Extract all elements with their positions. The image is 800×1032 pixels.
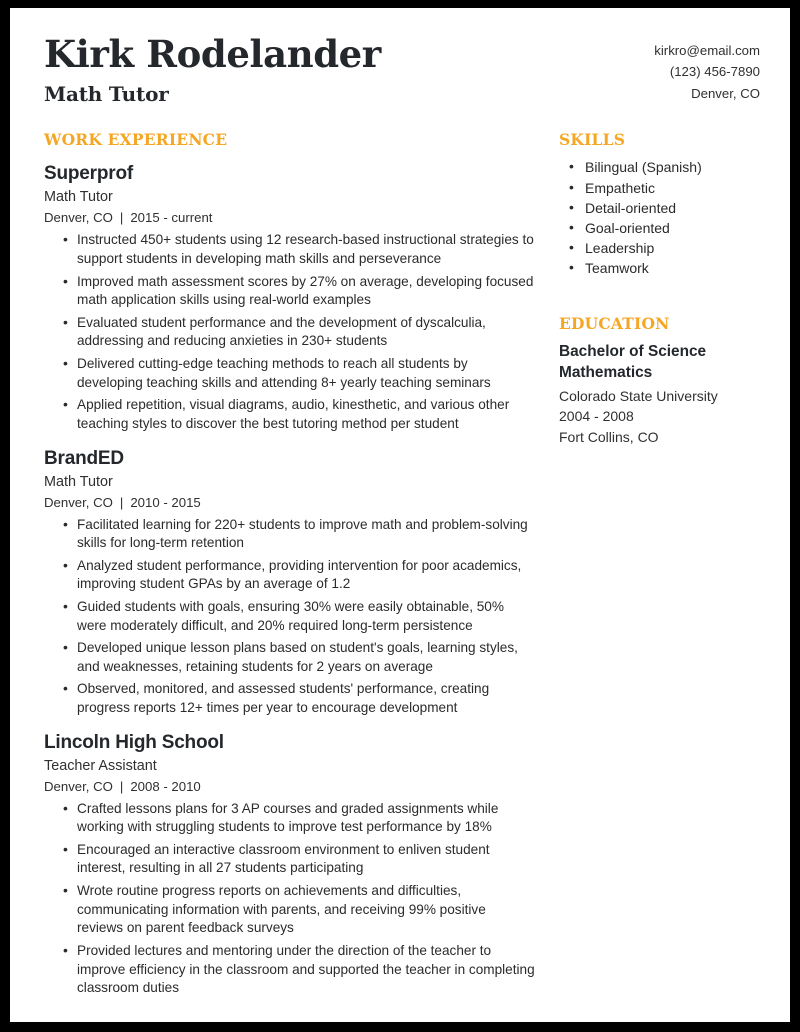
contact-block — [654, 34, 760, 104]
job-bullet: • Applied repetition, visual diagrams, audio, kinesthetic, and various other teaching styles to discover the best tutoring method per student — [63, 396, 535, 433]
job-bullet: • Crafted lessons plans for 3 AP courses and graded assignments while working with struggling students to improve test performance by 18% — [63, 800, 535, 837]
job-bullet: • Evaluated student performance and the development of dyscalculia, addressing and reducing anxieties in 230+ students — [63, 314, 535, 351]
job-company: Superprof — [44, 163, 133, 185]
education-dates: 2004 - 2008 — [559, 408, 634, 425]
job-bullet: • Encouraged an interactive classroom environment to enliven student interest, resulting in all 27 students participating — [63, 841, 535, 878]
contact-email[interactable]: kirkro@email.com — [654, 43, 760, 58]
education-block — [559, 314, 760, 447]
sidebar-column — [549, 130, 760, 997]
section-heading-skills: SKILLS — [559, 130, 626, 150]
identity-block — [44, 34, 381, 106]
skill-item: • Teamwork — [569, 258, 760, 278]
job-bullet-list — [44, 516, 535, 718]
education-school: Colorado State University — [559, 387, 718, 404]
job-meta-separator: | — [119, 778, 124, 794]
education-major: Mathematics — [559, 364, 653, 382]
job-meta — [44, 495, 535, 510]
candidate-job-title: Math Tutor — [44, 82, 169, 107]
resume-body — [44, 130, 760, 997]
skill-item: • Empathetic — [569, 178, 760, 198]
job-bullet: • Observed, monitored, and assessed students' performance, creating progress reports 12+ times per year to encourage development — [63, 680, 535, 717]
job-role: Teacher Assistant — [44, 757, 157, 774]
job-dates: 2010 - 2015 — [130, 494, 201, 510]
job-bullet-list — [44, 800, 535, 998]
job-meta — [44, 210, 535, 225]
skill-item: • Detail-oriented — [569, 198, 760, 218]
section-heading-work-experience: WORK EXPERIENCE — [44, 130, 228, 150]
skill-item: • Bilingual (Spanish) — [569, 157, 760, 177]
job-entry — [44, 448, 535, 718]
job-location: Denver, CO — [44, 210, 113, 226]
contact-location: Denver, CO — [691, 85, 760, 101]
job-dates: 2008 - 2010 — [130, 778, 201, 794]
job-company: BrandED — [44, 447, 124, 469]
job-meta — [44, 779, 535, 794]
job-location: Denver, CO — [44, 778, 113, 794]
job-bullet: • Guided students with goals, ensuring 30% were easily obtainable, 50% were moderately difficult, and 20% required long-term persistence — [63, 598, 535, 635]
job-bullet: • Instructed 450+ students using 12 research-based instructional strategies to support students in developing math skills and perseverance — [63, 231, 535, 268]
skill-item: • Leadership — [569, 238, 760, 258]
main-column — [44, 130, 549, 997]
education-location: Fort Collins, CO — [559, 428, 659, 445]
section-heading-education: EDUCATION — [559, 314, 670, 334]
job-dates: 2015 - current — [130, 210, 213, 226]
job-company: Lincoln High School — [44, 731, 224, 753]
education-degree: Bachelor of Science — [559, 343, 707, 361]
job-meta-separator: | — [119, 494, 124, 510]
job-entry — [44, 163, 535, 433]
contact-phone[interactable]: (123) 456-7890 — [669, 64, 760, 80]
candidate-name: Kirk Rodelander — [44, 32, 381, 76]
resume-header — [44, 34, 760, 106]
job-bullet: • Developed unique lesson plans based on student's goals, learning styles, and weaknesses, retaining students for 2 years on average — [63, 639, 535, 676]
job-bullet: • Wrote routine progress reports on achievements and difficulties, communicating information with parents, and receiving 99% positive reviews on parent feedback surveys — [63, 882, 535, 938]
job-bullet: • Delivered cutting-edge teaching methods to reach all students by developing teaching skills and attending 8+ yearly teaching seminars — [63, 355, 535, 392]
job-location: Denver, CO — [44, 494, 113, 510]
job-role: Math Tutor — [44, 473, 113, 490]
job-bullet: • Provided lectures and mentoring under the direction of the teacher to improve efficiency in the classroom and supported the teacher in completing classroom duties — [63, 942, 535, 998]
resume-page — [10, 8, 790, 1022]
job-bullet: • Facilitated learning for 220+ students to improve math and problem-solving skills for long-term retention — [63, 516, 535, 553]
skill-item: • Goal-oriented — [569, 218, 760, 238]
job-bullet: • Improved math assessment scores by 27% on average, developing focused math application skills using real-world examples — [63, 273, 535, 310]
job-bullet: • Analyzed student performance, providing intervention for poor academics, improving student GPAs by an average of 1.2 — [63, 557, 535, 594]
job-role: Math Tutor — [44, 189, 113, 206]
skills-list — [559, 157, 760, 278]
job-bullet-list — [44, 231, 535, 433]
job-meta-separator: | — [119, 210, 124, 226]
job-entry — [44, 732, 535, 998]
